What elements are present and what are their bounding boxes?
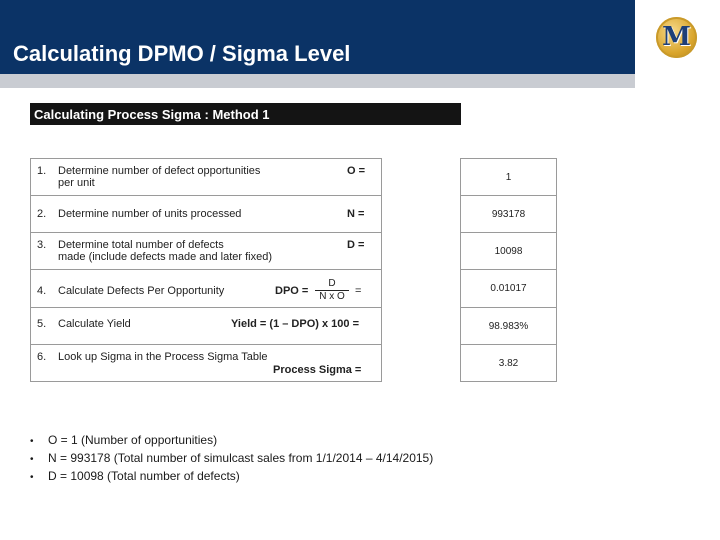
step-text: Look up Sigma in the Process Sigma Table <box>58 351 268 363</box>
step-text <box>58 165 260 189</box>
bullet-item <box>30 449 433 467</box>
dpo-fraction <box>315 278 349 302</box>
step-text-line: per unit <box>58 177 95 189</box>
step-number: 3. <box>37 239 47 251</box>
step-row-2 <box>31 196 381 233</box>
method-header <box>30 103 461 125</box>
bullet-text: O = 1 (Number of opportunities) <box>48 433 218 447</box>
step-text: Calculate Defects Per Opportunity <box>58 285 225 297</box>
step-number: 5. <box>37 318 47 330</box>
result-cell: 98.983% <box>461 308 556 345</box>
company-logo-icon <box>656 17 697 58</box>
step-symbol: D = <box>347 239 365 251</box>
result-cell: 10098 <box>461 233 556 270</box>
result-cell: 0.01017 <box>461 270 556 308</box>
results-column <box>460 158 557 382</box>
step-text-line: Determine total number of defects <box>58 239 224 251</box>
result-cell: 993178 <box>461 196 556 233</box>
step-number: 4. <box>37 285 47 297</box>
step-text <box>58 239 272 263</box>
step-row-1 <box>31 159 381 196</box>
method-header-label: Calculating Process Sigma : Method 1 <box>34 107 270 122</box>
result-cell: 3.82 <box>498 358 519 369</box>
bullet-dot-icon: • <box>30 454 34 465</box>
step-symbol: N = <box>347 208 365 220</box>
step-symbol: DPO = <box>275 285 309 297</box>
step-text: Determine number of units processed <box>58 208 242 220</box>
bullet-dot-icon: • <box>30 472 34 483</box>
bullet-dot-icon: • <box>30 436 34 447</box>
step-row-5 <box>31 308 381 345</box>
bullet-list <box>30 431 433 485</box>
step-row-4 <box>31 270 381 308</box>
step-row-6 <box>31 345 381 382</box>
logo-letter: M <box>662 22 691 52</box>
step-equals: = <box>355 285 362 297</box>
bullet-text: N = 993178 (Total number of simulcast sales from 1/1/2014 – 4/14/2015) <box>48 451 434 465</box>
step-text-line: made (include defects made and later fixed) <box>58 251 273 263</box>
step-symbol: Yield = (1 – DPO) x 100 = <box>231 318 359 330</box>
step-number: 6. <box>37 351 47 363</box>
step-text: Calculate Yield <box>58 318 131 330</box>
step-number: 1. <box>37 165 47 177</box>
result-cell: 1 <box>461 159 556 196</box>
bullet-item <box>30 467 433 485</box>
step-symbol: O = <box>347 165 366 177</box>
fraction-denominator: N x O <box>319 291 345 302</box>
step-number: 2. <box>37 208 47 220</box>
steps-table <box>30 158 382 382</box>
step-text-line: Determine number of defect opportunities <box>58 165 261 177</box>
step-symbol: Process Sigma = <box>273 364 362 376</box>
title-divider <box>0 74 635 88</box>
bullet-text: D = 10098 (Total number of defects) <box>48 469 240 483</box>
step-row-3 <box>31 233 381 270</box>
bullet-item <box>30 431 433 449</box>
fraction-numerator: D <box>315 278 349 291</box>
slide-title: Calculating DPMO / Sigma Level <box>13 41 351 66</box>
